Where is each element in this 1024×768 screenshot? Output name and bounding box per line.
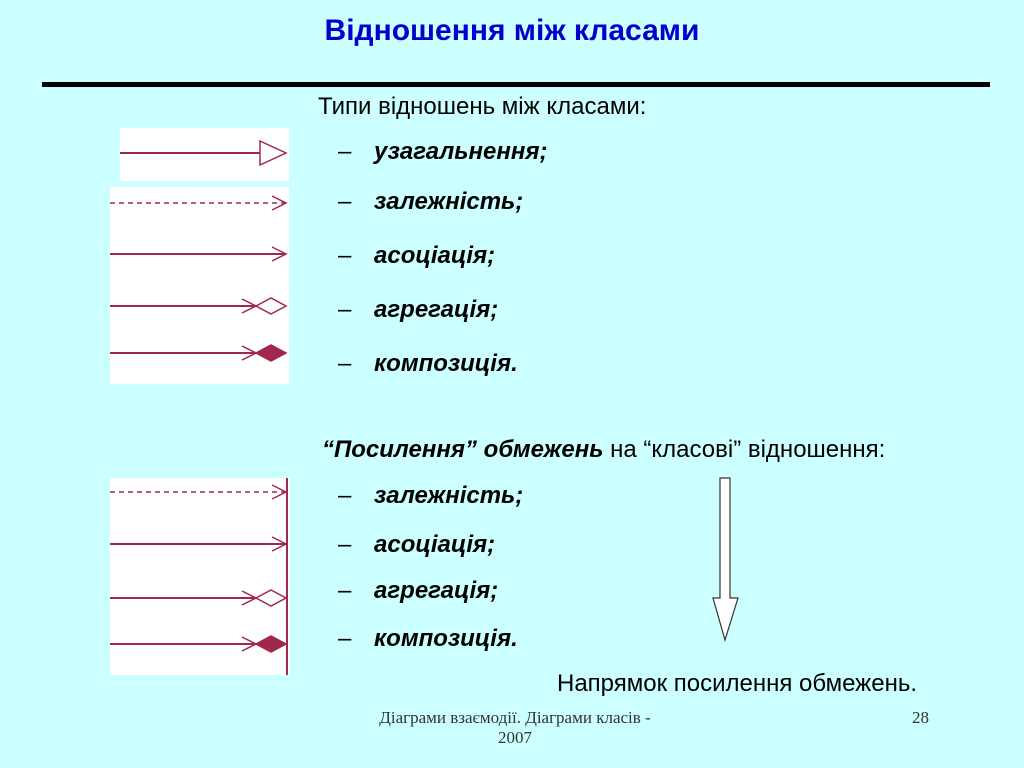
dependency-arrow-icon: [110, 485, 286, 499]
aggregation-arrow-icon: [110, 298, 286, 314]
strength-item-composition: – композиція.: [338, 625, 518, 652]
strengthening-heading: “Посилення” обмежень на “класові” відношення:: [322, 436, 886, 463]
type-item-generalization: – узагальнення;: [338, 138, 548, 165]
type-label: асоціація;: [374, 242, 496, 269]
title-divider: [42, 82, 990, 87]
slide-title: Відношення між класами: [324, 14, 700, 47]
dependency-arrow-icon: [110, 196, 286, 210]
generalization-arrow-icon: [120, 128, 289, 181]
type-item-aggregation: – агрегація;: [338, 296, 499, 323]
type-item-dependency: – залежність;: [338, 188, 524, 215]
type-item-composition: – композиція.: [338, 350, 518, 377]
association-arrow-icon: [110, 537, 286, 551]
strength-item-dependency: – залежність;: [338, 482, 524, 509]
down-arrow-icon: [708, 476, 744, 644]
strength-item-aggregation: – агрегація;: [338, 577, 499, 604]
page-number: 28: [912, 708, 929, 727]
aggregation-arrow-icon: [110, 590, 286, 606]
composition-arrow-icon: [110, 345, 286, 361]
strength-label: агрегація;: [374, 577, 499, 604]
strengthening-icons-panel: [110, 478, 290, 675]
slide-footer: Діаграми взаємодії. Діаграми класів - 2007: [379, 708, 651, 747]
type-label: композиція.: [374, 350, 518, 377]
direction-label: Напрямок посилення обмежень.: [557, 670, 918, 697]
strength-label: залежність;: [374, 482, 524, 509]
intro-text: Типи відношень між класами:: [318, 93, 647, 120]
strength-item-association: – асоціація;: [338, 531, 496, 558]
relations-icons-panel: [110, 187, 289, 384]
association-arrow-icon: [110, 247, 286, 261]
strength-label: асоціація;: [374, 531, 496, 558]
type-label: залежність;: [374, 188, 524, 215]
strength-label: композиція.: [374, 625, 518, 652]
type-label: агрегація;: [374, 296, 499, 323]
composition-arrow-icon: [110, 636, 286, 652]
type-item-association: – асоціація;: [338, 242, 496, 269]
type-label: узагальнення;: [374, 138, 548, 165]
